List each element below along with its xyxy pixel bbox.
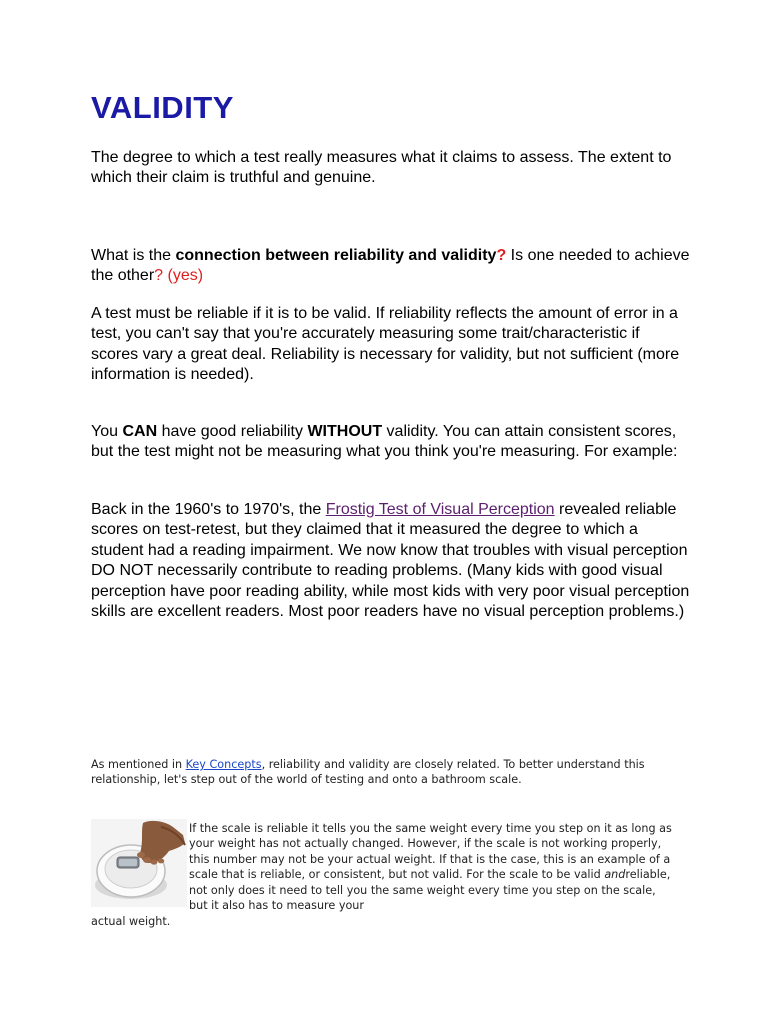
frostig-test-link[interactable]: Frostig Test of Visual Perception <box>325 501 555 518</box>
example-paragraph <box>91 500 691 622</box>
scale-and: and <box>604 868 626 882</box>
key-concepts-link[interactable]: Key Concepts <box>185 758 262 771</box>
question-prefix: What is the <box>91 247 176 264</box>
question-mark: ? <box>496 247 507 264</box>
question-middle: Is one needed to achieve the other <box>91 247 690 285</box>
question-answer: ? (yes) <box>154 267 204 285</box>
reliable-paragraph: A test must be reliable if it is to be valid. If reliability reflects the amount of error in a test, you can't say that you're accurately measuring some trait/characteristic if scores vary a great deal. Reliability is necessary for validity, but not sufficient (more information is needed). <box>91 305 680 384</box>
bathroom-scale-image <box>91 819 187 907</box>
scale-paragraph <box>189 821 677 913</box>
scale-paragraph-tail: actual weight. <box>91 915 171 928</box>
question-bold: connection between reliability and validity <box>175 247 497 264</box>
scale-part1: If the scale is reliable it tells you the same weight every time you step on it as long as your weight has not actually changed. However, if the scale is not working properly, this number may not be your actual weight. If that is the case, this is an example of a scale that is reliable, or consistent, but not valid. For the scale to be valid <box>189 822 672 882</box>
can-bold: CAN <box>122 423 158 440</box>
example-before: Back in the 1960's to 1970's, the <box>91 501 326 518</box>
definition-paragraph: The degree to which a test really measures what it claims to assess. The extent to which their claim is truthful and genuine. <box>91 149 672 187</box>
mentioned-before: As mentioned in <box>91 758 186 771</box>
scale-part2: reliable, not only does it need to tell you the same weight every time you step on the scale, but it also has to measure your <box>189 868 671 913</box>
can-p3: validity. You can attain consistent scores, but the test might not be measuring what you think you're measuring. For example: <box>91 423 678 461</box>
bathroom-scale-illustration <box>91 819 187 907</box>
mentioned-after: , reliability and validity are closely related. To better understand this relationship, let's step out of the world of testing and onto a bathroom scale. <box>91 758 645 787</box>
example-after: revealed reliable scores on test-retest, but they claimed that it measured the degree to which a student had a reading impairment. We now know that troubles with visual perception DO NOT necessarily contribute to reading problems. (Many kids with good visual perception have poor reading ability, while most kids with very poor visual perception skills are excellent readers. Most poor readers have no visual perception problems.) <box>91 501 690 621</box>
without-bold: WITHOUT <box>307 423 383 440</box>
can-p2: have good reliability <box>157 423 308 440</box>
can-p1: You <box>91 423 123 440</box>
can-paragraph <box>91 422 691 463</box>
question-paragraph <box>91 246 691 287</box>
mentioned-paragraph <box>91 757 681 788</box>
page-title: VALIDITY <box>91 90 234 125</box>
